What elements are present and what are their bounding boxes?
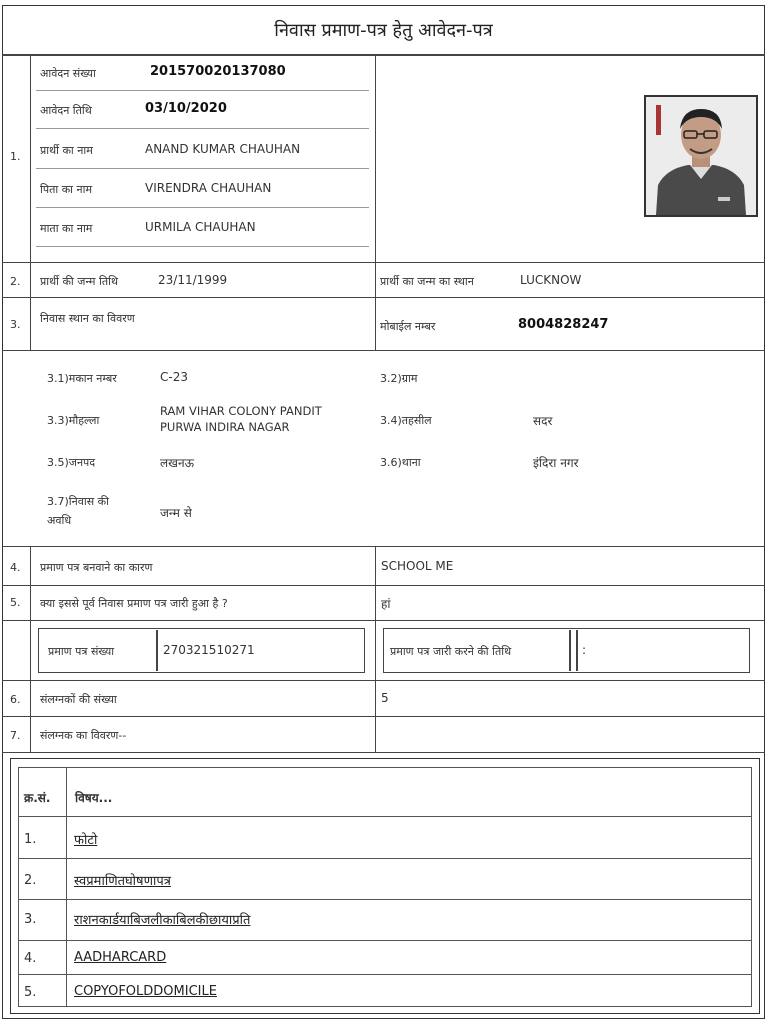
residence-details-label: निवास स्थान का विवरण [40, 312, 135, 325]
attachment-sno: 5. [24, 985, 37, 1000]
attachment-link-aadhar[interactable]: AADHARCARD [74, 950, 167, 965]
previous-certificate-label: क्या इससे पूर्व निवास प्रमाण पत्र जारी हुआ है ? [40, 597, 228, 610]
person-photo-icon [646, 97, 756, 215]
house-number-value: C-23 [160, 370, 188, 384]
previous-certificate-value: हां [381, 597, 391, 611]
mobile-value: 8004828247 [518, 317, 609, 332]
residence-duration-label: 3.7)निवास की [47, 495, 109, 508]
row-number-3: 3. [10, 318, 21, 331]
row-number-7: 7. [10, 729, 21, 742]
residence-duration-label-2: अवधि [47, 514, 72, 527]
residence-duration-value: जन्म से [160, 506, 192, 520]
attachment-link-photo[interactable]: फोटो [74, 833, 98, 848]
attachment-count-value: 5 [381, 691, 389, 705]
reason-value: SCHOOL ME [381, 559, 454, 573]
attachments-header-sno: क्र.सं. [24, 791, 51, 805]
locality-value-line1: RAM VIHAR COLONY PANDIT [160, 404, 322, 418]
form-title: निवास प्रमाण-पत्र हेतु आवेदन-पत्र [274, 20, 493, 41]
district-value: लखनऊ [160, 456, 195, 470]
house-number-label: 3.1)मकान नम्बर [47, 372, 117, 385]
attachment-sno: 2. [24, 873, 37, 888]
tehsil-label: 3.4)तहसील [380, 414, 432, 427]
row-number-5: 5. [10, 596, 21, 609]
dob-label: प्रार्थी की जन्म तिथि [40, 275, 119, 288]
attachment-sno: 1. [24, 832, 37, 847]
application-number: 201570020137080 [150, 64, 286, 79]
thana-value: इंदिरा नगर [533, 456, 579, 470]
tehsil-value: सदर [533, 414, 553, 428]
row-number-4: 4. [10, 561, 21, 574]
applicant-photo [644, 95, 758, 217]
attachment-link-self-declaration[interactable]: स्वप्रमाणितघोषणापत्र [74, 874, 171, 889]
application-date-label: आवेदन तिथि [40, 104, 92, 117]
birthplace-label: प्रार्थी का जन्म का स्थान [380, 275, 474, 288]
father-name: VIRENDRA CHAUHAN [145, 181, 272, 195]
district-label: 3.5)जनपद [47, 456, 96, 469]
father-name-label: पिता का नाम [40, 183, 93, 196]
issue-date-value: : [582, 643, 587, 657]
attachment-link-ration-card[interactable]: राशनकार्डयाबिजलीकाबिलकीछायाप्रति [74, 913, 251, 928]
certificate-number-value: 270321510271 [163, 643, 255, 657]
attachment-count-label: संलग्नकों की संख्या [40, 693, 117, 706]
attachment-details-label: संलग्नक का विवरण-- [40, 729, 127, 742]
application-date: 03/10/2020 [145, 101, 227, 116]
locality-value-line2: PURWA INDIRA NAGAR [160, 420, 290, 434]
attachment-sno: 3. [24, 912, 37, 927]
applicant-name: ANAND KUMAR CHAUHAN [145, 142, 301, 156]
attachments-header-subject: विषय... [75, 791, 113, 805]
application-number-label: आवेदन संख्या [40, 67, 96, 80]
row-number-6: 6. [10, 693, 21, 706]
attachment-link-old-domicile[interactable]: COPYOFOLDDOMICILE [74, 984, 217, 999]
thana-label: 3.6)थाना [380, 456, 421, 469]
village-label: 3.2)ग्राम [380, 372, 418, 385]
issue-date-label: प्रमाण पत्र जारी करने की तिथि [390, 645, 512, 658]
certificate-number-label: प्रमाण पत्र संख्या [48, 645, 115, 658]
attachment-sno: 4. [24, 951, 37, 966]
locality-label: 3.3)मौहल्ला [47, 414, 100, 427]
mother-name: URMILA CHAUHAN [145, 220, 256, 234]
applicant-name-label: प्रार्थी का नाम [40, 144, 93, 157]
row-number-2: 2. [10, 275, 21, 288]
reason-label: प्रमाण पत्र बनवाने का कारण [40, 561, 153, 574]
row-number-1: 1. [10, 150, 21, 163]
birthplace-value: LUCKNOW [520, 273, 582, 287]
mother-name-label: माता का नाम [40, 222, 93, 235]
dob-value: 23/11/1999 [158, 273, 228, 287]
mobile-label: मोबाईल नम्बर [380, 320, 436, 333]
